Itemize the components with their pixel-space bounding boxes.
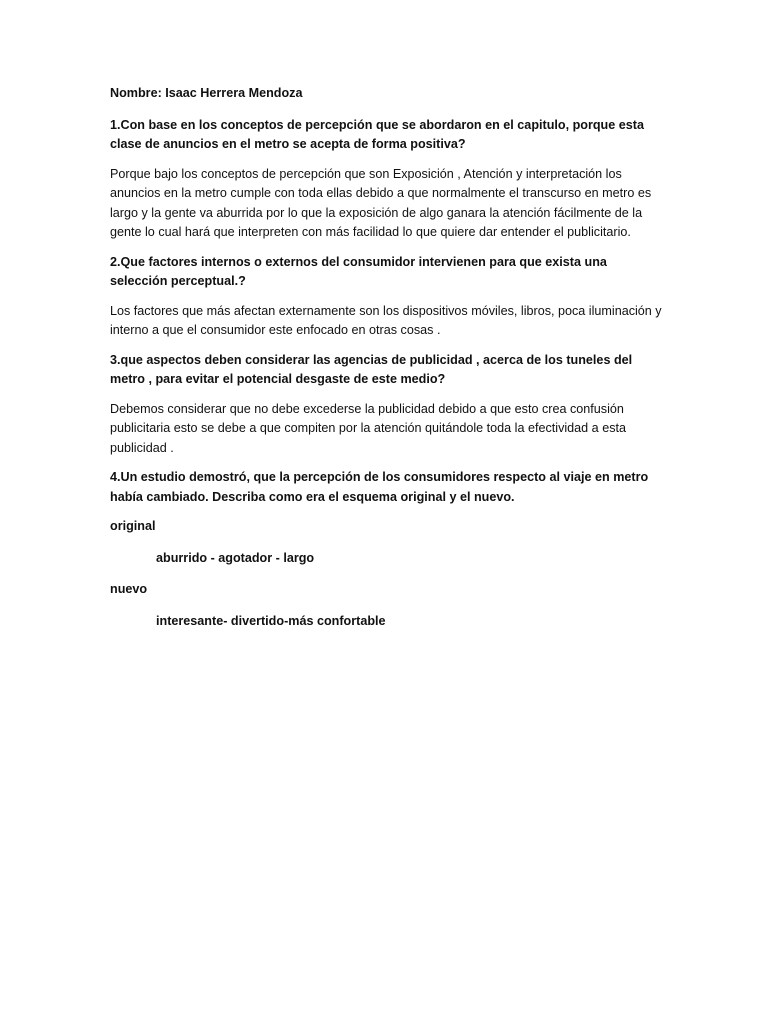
document-body (110, 84, 662, 643)
nuevo-value: interesante- divertido-más confortable (156, 613, 386, 628)
original-label: original (110, 519, 156, 533)
question-4: 4.Un estudio demostró, que la percepción de los consumidores respecto al viaje en metro había cambiado. Describa como era el esquema original y el nuevo. (110, 470, 649, 504)
answer-1: Porque bajo los conceptos de percepción que son Exposición , Atención y interpretación los anuncios en la metro cumple con toda ellas debido a que normalmente el transcurso en metro es largo y la gente va aburrida por lo que la exposición de algo ganara la atención fácilmente de la gente lo cual hará que interpreten con más facilidad lo que quiere dar entender el publicitario. (110, 166, 652, 239)
nuevo-label: nuevo (110, 582, 148, 596)
answer-3: Debemos considerar que no debe excederse la publicidad debido a que esto crea confusión publicitaria esto se debe a que compiten por la atención quitándole toda la efectividad a esta publicidad . (110, 401, 626, 455)
question-1: 1.Con base en los conceptos de percepción que se abordaron en el capitulo, porque esta clase de anuncios en el metro se acepta de forma positiva? (110, 117, 644, 151)
question-3: 3.que aspectos deben considerar las agencias de publicidad , acerca de los tuneles del metro , para evitar el potencial desgaste de este medio? (110, 352, 633, 386)
original-value: aburrido - agotador - largo (156, 550, 315, 565)
question-2: 2.Que factores internos o externos del consumidor intervienen para que exista una selección perceptual.? (110, 254, 607, 288)
student-name: Nombre: Isaac Herrera Mendoza (110, 86, 303, 100)
answer-2: Los factores que más afectan externamente son los dispositivos móviles, libros, poca iluminación y interno a que el consumidor este enfocado en otras cosas . (110, 303, 662, 337)
